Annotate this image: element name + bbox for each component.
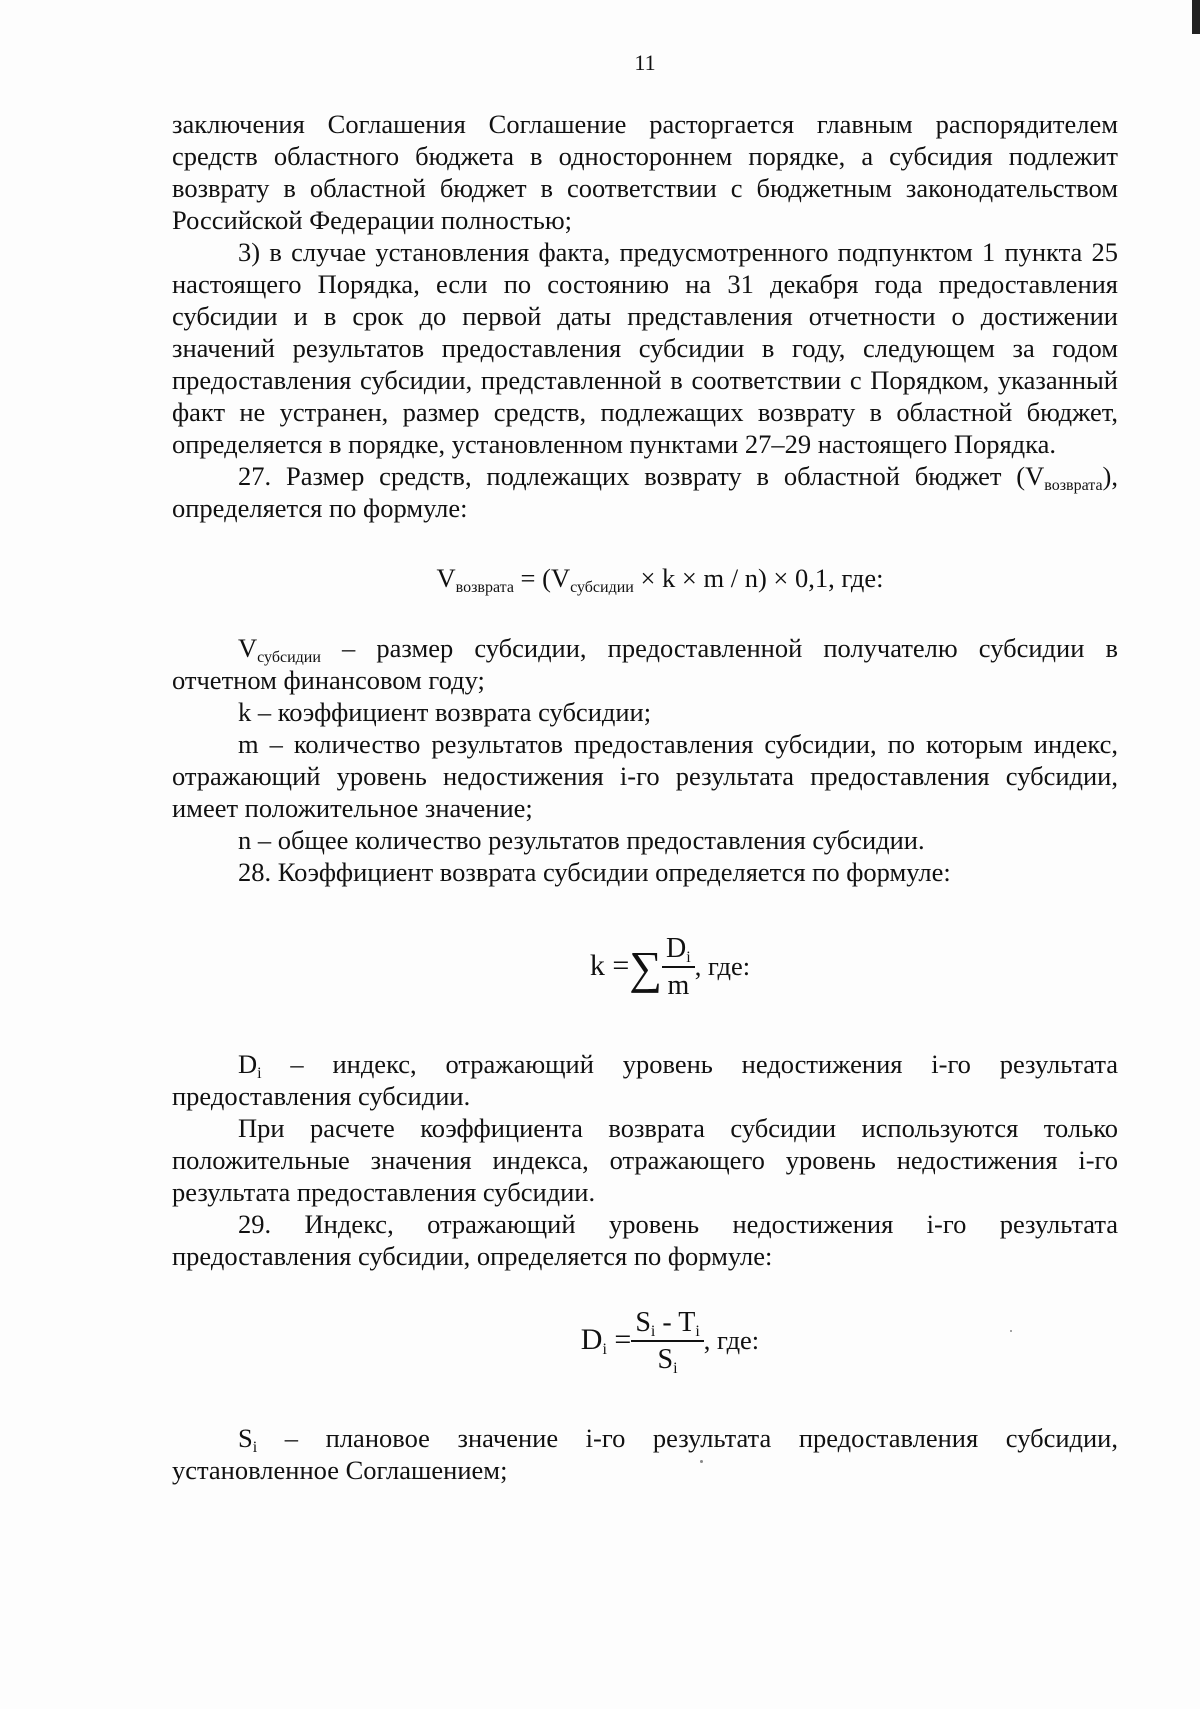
paragraph: заключения Соглашения Соглашение расторгается главным распорядителем средств областного бюджета в одностороннем порядке, а субсидия подлежит возврату в областной бюджет в соответствии с бюджетным законодательством Российской Федерации полностью; bbox=[172, 109, 1118, 235]
paragraph: При расчете коэффициента возврата субсидии используются только положительные значения индекса, отражающего уровень недостижения i-го результата предоставления субсидии. bbox=[172, 1113, 1118, 1207]
formula-index: $D_i$ = $\frac{S_i - T_i}{S_i}$ , где: bbox=[580, 1307, 760, 1377]
formula-coefficient: k =∑ $\frac{D_i}{m}$ , где: bbox=[589, 933, 751, 1001]
paragraph: 29. Индекс, отражающий уровень недостижения i-го результата предоставления субсидии, определяется по формуле: bbox=[172, 1209, 1118, 1271]
page-number: 11 bbox=[634, 50, 656, 75]
paragraph: n – общее количество результатов предоставления субсидии. bbox=[238, 825, 925, 855]
paragraph: k – коэффициент возврата субсидии; bbox=[238, 697, 652, 727]
document-body bbox=[172, 108, 1118, 1486]
paragraph: 3) в случае установления факта, предусмотренного подпунктом 1 пункта 25 настоящего Порядка, если по состоянию на 31 декабря года предоставления субсидии и в срок до первой даты представления отчетности о достижении значений результатов предоставления субсидии в году, следующем за годом предоставления субсидии, представленной в соответствии с Порядком, указанный факт не устранен, размер средств, подлежащих возврату в областной бюджет, определяется в порядке, установленном пунктами 27–29 настоящего Порядка. bbox=[172, 237, 1118, 459]
paragraph: 27. Размер средств, подлежащих возврату в областной бюджет $(V_{возврата})$, определяется по формуле: bbox=[172, 461, 1118, 523]
formula-return-amount: $V_{возврата} = (V_{субсидии} \times k \times m / n) \times 0,1$, где: bbox=[436, 563, 884, 596]
paragraph: $D_i$ – индекс, отражающий уровень недостижения i-го результата предоставления субсидии. bbox=[172, 1049, 1118, 1111]
paragraph: $V_{субсидии}$ – размер субсидии, предоставленной получателю субсидии в отчетном финансовом году; bbox=[172, 633, 1118, 695]
paragraph: $S_i$ – плановое значение i-го результата предоставления субсидии, установленное Соглашением; bbox=[172, 1423, 1118, 1485]
paragraph: m – количество результатов предоставления субсидии, по которым индекс, отражающий уровень недостижения i-го результата предоставления субсидии, имеет положительное значение; bbox=[172, 729, 1118, 823]
paragraph: 28. Коэффициент возврата субсидии определяется по формуле: bbox=[238, 857, 951, 887]
scan-edge-mark bbox=[1192, 0, 1200, 34]
